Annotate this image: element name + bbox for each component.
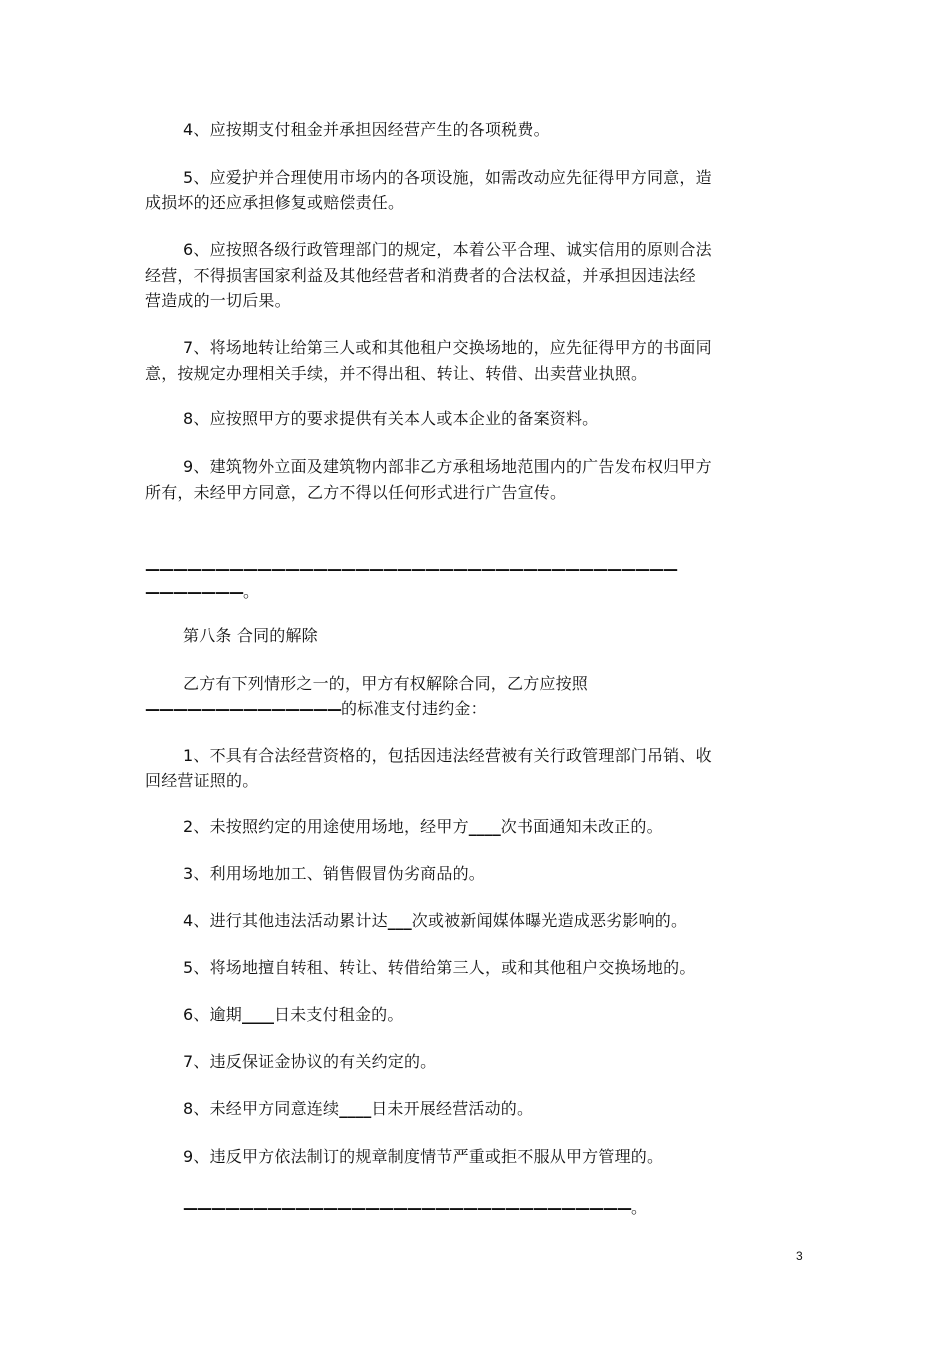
fill-in-blank-line-2	[145, 580, 259, 604]
case-4-text-start: 4、进行其他违法活动累计达	[183, 911, 388, 930]
termination-case-5: 5、将场地擅自转租、转让、转借给第三人，或和其他租户交换场地的。	[183, 958, 696, 977]
notice-count-blank: ____	[468, 817, 501, 836]
case-8-text-end: 日未开展经营活动的。	[371, 1099, 534, 1118]
termination-intro-tail: 的标准支付违约金：	[341, 699, 487, 718]
page-number: 3	[796, 1249, 803, 1263]
obligation-4: 4、应按期支付租金并承担因经营产生的各项税费。	[183, 120, 550, 139]
termination-case-4	[183, 909, 687, 933]
termination-case-2	[183, 815, 663, 839]
termination-intro-line-1: 乙方有下列情形之一的，甲方有权解除合同，乙方应按照	[183, 674, 589, 693]
penalty-standard-blank: ——————————————	[145, 700, 341, 718]
obligation-8: 8、应按照甲方的要求提供有关本人或本企业的备案资料。	[183, 409, 599, 428]
case-6-text-end: 日未支付租金的。	[273, 1005, 404, 1024]
inactive-days-blank: ____	[339, 1099, 372, 1118]
obligation-7-line-1: 7、将场地转让给第三人或和其他租户交换场地的，应先征得甲方的书面同	[183, 338, 712, 357]
fill-in-blank: ———————	[145, 583, 243, 601]
violation-count-blank: ___	[387, 911, 412, 930]
termination-case-7: 7、违反保证金协议的有关约定的。	[183, 1052, 437, 1071]
final-period: 。	[631, 1198, 648, 1217]
termination-case-6	[183, 1003, 404, 1027]
case-2-text-end: 次书面通知未改正的。	[500, 817, 663, 836]
termination-case-1-line-1: 1、不具有合法经营资格的，包括因违法经营被有关行政管理部门吊销、收	[183, 746, 712, 765]
obligation-5-line-2: 成损坏的还应承担修复或赔偿责任。	[145, 193, 405, 212]
final-blank: ————————————————————————————————	[183, 1199, 631, 1217]
period: 。	[243, 582, 260, 601]
termination-case-9: 9、违反甲方依法制订的规章制度情节严重或拒不服从甲方管理的。	[183, 1147, 664, 1166]
obligation-6-line-2: 经营，不得损害国家利益及其他经营者和消费者的合法权益，并承担因违法经	[145, 266, 696, 285]
obligation-5-line-1: 5、应爱护并合理使用市场内的各项设施，如需改动应先征得甲方同意，造	[183, 168, 712, 187]
termination-case-1-line-2: 回经营证照的。	[145, 771, 259, 790]
final-fill-in-line	[183, 1196, 647, 1220]
article-8-heading: 第八条 合同的解除	[183, 626, 318, 645]
obligation-6-line-3: 营造成的一切后果。	[145, 291, 291, 310]
obligation-7-line-2: 意，按规定办理相关手续，并不得出租、转让、转借、出卖营业执照。	[145, 364, 648, 383]
obligation-6-line-1: 6、应按照各级行政管理部门的规定，本着公平合理、诚实信用的原则合法	[183, 240, 712, 259]
overdue-days-blank: ____	[241, 1005, 274, 1024]
obligation-9-line-1: 9、建筑物外立面及建筑物内部非乙方承租场地范围内的广告发布权归甲方	[183, 457, 712, 476]
case-4-text-end: 次或被新闻媒体曝光造成恶劣影响的。	[411, 911, 688, 930]
fill-in-blank-line-1: ——————————————————————————————————————	[145, 560, 677, 578]
termination-intro-line-2	[145, 697, 487, 721]
termination-case-3: 3、利用场地加工、销售假冒伪劣商品的。	[183, 864, 485, 883]
case-6-text-start: 6、逾期	[183, 1005, 242, 1024]
case-8-text-start: 8、未经甲方同意连续	[183, 1099, 340, 1118]
case-2-text-start: 2、未按照约定的用途使用场地，经甲方	[183, 817, 469, 836]
termination-case-8	[183, 1097, 533, 1121]
obligation-9-line-2: 所有，未经甲方同意，乙方不得以任何形式进行广告宣传。	[145, 483, 567, 502]
